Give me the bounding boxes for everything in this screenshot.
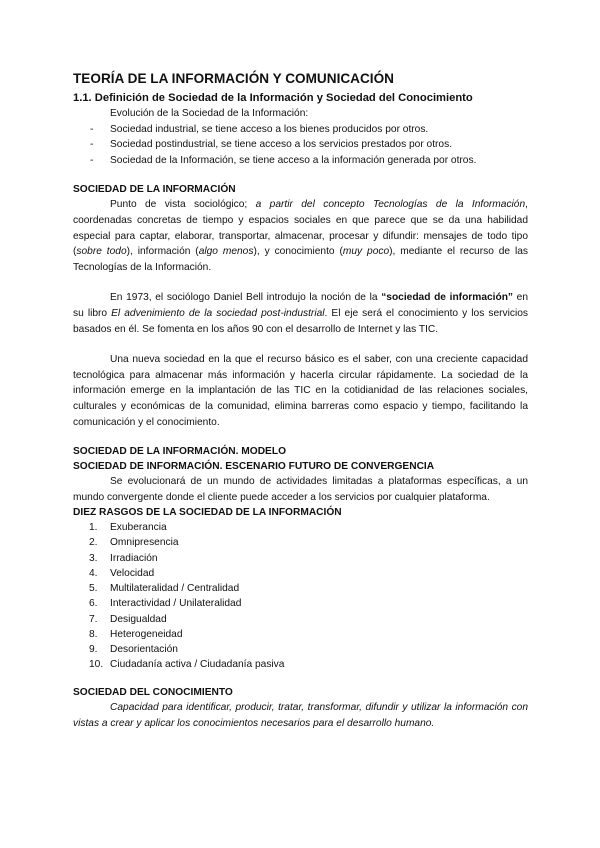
heading-sociedad-informacion: SOCIEDAD DE LA INFORMACIÓN	[73, 184, 236, 196]
paragraph-conocimiento: Capacidad para identificar, producir, tratar, transformar, difundir y utilizar la información con vistas a crear y aplicar los conocimientos necesarios para el desarrollo humano.	[73, 702, 528, 729]
list-item: 2. Omnipresencia	[89, 537, 179, 549]
list-item: - Sociedad de la Información, se tiene acceso a la información generada por otros.	[73, 153, 528, 169]
list-item: 10. Ciudadanía activa / Ciudadanía pasiva	[89, 659, 285, 671]
list-item: 4. Velocidad	[89, 567, 155, 579]
paragraph-sociological: Punto de vista sociológico; a partir del concepto Tecnologías de la Información, coordenadas concretas de tiempo y espacios sociales en que parece que se da una habilidad especial para captar, elaborar, transportar, almacenar, procesar y difundir: mensajes de todo tipo (sobre todo), información (algo menos), y conocimiento (muy poco), mediante el recurso de las Tecnologías de la Información.	[73, 199, 529, 273]
evolution-intro: Evolución de la Sociedad de la Información:	[110, 108, 309, 119]
list-item: 8. Heterogeneidad	[89, 628, 183, 640]
list-item: - Sociedad industrial, se tiene acceso a los bienes producidos por otros.	[73, 122, 528, 138]
list-item: 3. Irradiación	[89, 552, 158, 564]
heading-modelo: SOCIEDAD DE LA INFORMACIÓN. MODELO	[73, 446, 286, 458]
list-item: 6. Interactividad / Unilateralidad	[89, 598, 242, 610]
heading-diez-rasgos: DIEZ RASGOS DE LA SOCIEDAD DE LA INFORMACIÓN	[73, 507, 342, 519]
list-item: 9. Desorientación	[89, 643, 178, 655]
paragraph-convergencia: Se evolucionará de un mundo de actividades limitadas a plataformas específicas, a un mundo convergente donde el cliente puede acceder a los servicios por cualquier plataforma.	[73, 476, 528, 503]
list-item: - Sociedad postindustrial, se tiene acceso a los servicios prestados por otros.	[73, 137, 528, 153]
evolution-list	[73, 122, 528, 169]
rasgos-list	[73, 520, 528, 672]
document-title: TEORÍA DE LA INFORMACIÓN Y COMUNICACIÓN	[73, 71, 394, 86]
section-heading-1-1: 1.1. Definición de Sociedad de la Información y Sociedad del Conocimiento	[73, 92, 473, 104]
heading-escenario-futuro: SOCIEDAD DE INFORMACIÓN. ESCENARIO FUTURO DE CONVERGENCIA	[73, 461, 435, 473]
heading-sociedad-conocimiento: SOCIEDAD DEL CONOCIMIENTO	[73, 687, 233, 699]
list-item: 5. Multilateralidad / Centralidad	[89, 583, 240, 595]
list-item: 1. Exuberancia	[89, 522, 167, 534]
paragraph-daniel-bell: En 1973, el sociólogo Daniel Bell introdujo la noción de la “sociedad de información” en su libro El advenimiento de la sociedad post-industrial. El eje será el conocimiento y los servicios basados en él. Se fomenta en los años 90 con el desarrollo de Internet y las TIC.	[73, 292, 529, 335]
list-item: 7. Desigualdad	[89, 613, 167, 625]
paragraph-nueva-sociedad: Una nueva sociedad en la que el recurso básico es el saber, con una creciente capacidad tecnológica para almacenar más información y hacerla circular rápidamente. La sociedad de la información emerge en la implantación de las TIC en la cotidianidad de las relaciones sociales, culturales y económicas de la comunidad, elimina barreras como espacio y tiempo, facilitando la comunicación y el conocimiento.	[73, 354, 528, 428]
